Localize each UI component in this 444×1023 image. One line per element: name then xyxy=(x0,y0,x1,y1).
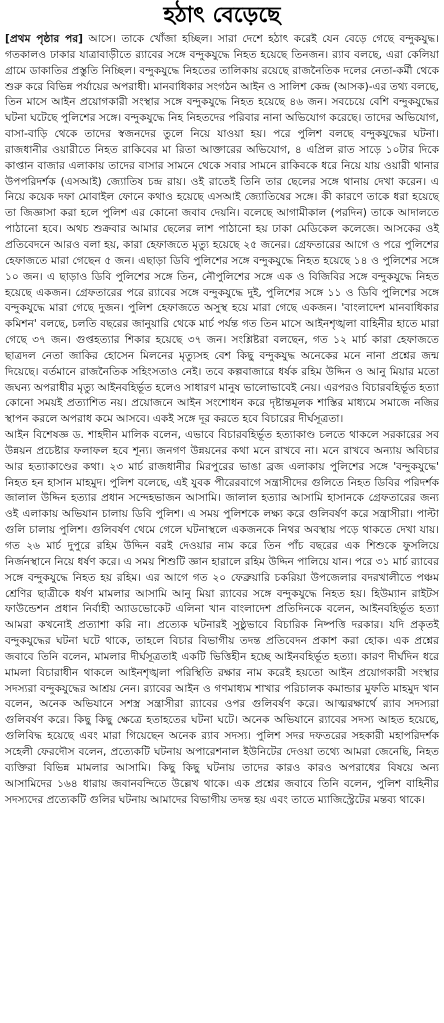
article-paragraph-1 xyxy=(5,32,439,428)
paragraph-2-text: আইন বিশেষজ্ঞ ড. শাহদীন মালিক বলেন, এভাবে বিচারবহির্ভূত হত্যাকাণ্ড চলতে থাকলে সরকারের সব উন্নয়ন প্রচেষ্টার ফলাফল হবে শূন্য। জনগণ উন্নয়নের কথা মনে রাখবে না। মনে রাখবে অন্যায় অবিচার আর হত্যাকাণ্ডের কথা। ২৩ মার্চ রাজধানীর মিরপুরের ভাঙা ব্রজ এলাকায় পুলিশের সঙ্গে 'বন্দুকযুদ্ধে' নিহত হন হাসান মাহমুদ। পুলিশ বলেছে, এই যুবক পীরেরবাগে সন্ত্রাসীদের গুলিতে নিহত ডিবির পরিদর্শক জালাল উদ্দিন হত্যার প্রধান সন্দেহভাজন আসামি। জালাল হত্যার আসামি হাসানকে গ্রেফতারের জন্য ওই এলাকায় অভিযান চালায় ডিবি পুলিশ। এ সময় পুলিশকে লক্ষ্য করে গুলিবর্ষণ করে সন্ত্রাসীরা। পাল্টা গুলি চালায় পুলিশ। গুলিবর্ষণ থেমে গেলে ঘটনাস্থলে একজনকে নিথর অবস্থায় পড়ে থাকতে দেখা যায়। গত ২৬ মার্চ দুপুরে রহিম উদ্দিন বরই দেওয়ার নাম করে তিন পাঁচ বছরের এক শিশুকে ফুসলিয়ে নির্জনস্থানে নিয়ে ধর্ষণ করে। এ সময় শিশুটি জ্ঞান হারালে রহিম উদ্দিন পালিয়ে যান। পরে ৩১ মার্চ র‌্যাবের সঙ্গে বন্দুকযুদ্ধে নিহত হয় রহিম। এর আগে গত ২০ ফেব্রুয়ারি চকরিয়া উপজেলার বদরখালীতে পঞ্চম শ্রেণির ছাত্রীকে ধর্ষণ মামলার আসামি আনু মিয়া র‌্যাবের সঙ্গে বন্দুকযুদ্ধে নিহত হয়। হিউম্যান রাইটস ফাউন্ডেশন প্রধান নির্বাহী অ্যাডভোকেট এলিনা খান বাংলাদেশ প্রতিদিনকে বলেন, আইনবহির্ভূত হত্যা আমরা কখনোই প্রত্যাশা করি না। প্রত্যেক ঘটনারই সুষ্ঠুভাবে বিচারিক নিষ্পত্তি দরকার। যদি প্রকৃতই বন্দুকযুদ্ধের ঘটনা ঘটে থাকে, তাহলে বিচার বিভাগীয় তদন্ত প্রতিবেদন প্রকাশ করা হোক। এক প্রশ্নের জবাবে তিনি বলেন, মামলার দীর্ঘসূত্রতাই একটি ভিত্তিহীন হচ্ছে আইনবহির্ভূত হত্যা। কারণ দীর্ঘদিন ধরে মামলা বিচারাধীন থাকলে আইনশৃঙ্খলা পরিস্থিতি রক্ষার নাম করেই হয়তো আইন প্রয়োগকারী সংস্থার সদস্যরা বন্দুকযুদ্ধের আশ্রয় নেন। র‌্যাবের আইন ও গণমাধ্যম শাখার পরিচালক কমান্ডার মুফতি মাহমুদ খান বলেন, অনেক অভিযানে সশস্ত্র সন্ত্রাসীরা র‌্যাবের ওপর গুলিবর্ষণ করে। আত্মরক্ষার্থে র‌্যাব সদস্যরা গুলিবর্ষণ করে। কিছু কিছু ক্ষেত্রে হতাহতের ঘটনা ঘটে। অনেক অভিযানে র‌্যাবের সদস্য আহত হয়েছে, গুলিবিদ্ধ হয়েছে এবং মারা গিয়েছেন অনেক র‌্যাব সদস্য। পুলিশ সদর দফতরের সহকারী মহাপরিদর্শক সহেলী ফেরদৌস বলেন, প্রত্যেকটি ঘটনায় অপারেশনাল ইউনিটের দেওয়া তথ্যে আমরা জেনেছি, নিহত ব্যক্তিরা বিভিন্ন মামলার আসামি। কিছু কিছু ঘটনায় তাদের কারও কারও অপরাধের বিষয়ে অন্য আসামিদের ১৬৪ ধারায় জবানবন্দিতে উল্লেখ থাকে। এক প্রশ্নের জবাবে তিনি বলেন, পুলিশ বাহিনীর সদস্যদের প্রত্যেকটি গুলির ঘটনায় আমাদের বিভাগীয় তদন্ত হয় এবং তাতে ম্যাজিস্ট্রেটের মন্তব্য থাকে। xyxy=(5,429,439,806)
article-paragraph-2 xyxy=(5,428,439,808)
continuation-label: [প্রথম পৃষ্ঠার পর] xyxy=(5,33,84,45)
headline: হঠাৎ বেড়েছে xyxy=(163,3,281,28)
paragraph-1-text: আসে। তাকে খোঁজা হচ্ছিল। সারা দেশে হঠাৎ করেই যেন বেড়ে গেছে বন্দুকযুদ্ধ। গতকালও ঢাকার যাত্রাবাড়ীতে র‌্যাবের সঙ্গে বন্দুকযুদ্ধে নিহত হয়েছে তিনজন। র‌্যাব বলছে, এরা কেলিয়া গ্রামে ডাকাতির প্রস্তুতি নিচ্ছিল। বন্দুকযুদ্ধে নিহতের তালিকায় রয়েছে রাজনৈতিক দলের নেতা-কর্মী থেকে শুরু করে বিভিন্ন পর্যায়ের অপরাধী। মানবাধিকার সংগঠন আইন ও সালিশ কেন্দ্র (আসক)-এর তথ্য বলছে, তিন মাসে আইন প্রয়োগকারী সংস্থার সঙ্গে বন্দুকযুদ্ধে নিহত হয়েছে ৪৬ জন। সবচেয়ে বেশি বন্দুকযুদ্ধের ঘটনা ঘটেছে পুলিশের সঙ্গে। বন্দুকযুদ্ধে নিহ নিহতদের পরিবার নানা অভিযোগ করেছে। তাদের অভিযোগ, বাসা-বাড়ি থেকে তাদের স্বজনদের তুলে নিয়ে যাওয়া হয়। পরে পুলিশ বলছে বন্দুকযুদ্ধের ঘটনা। রাজধানীর ওয়ারীতে নিহত রাকিবের মা রিতা আক্তারের অভিযোগ, ৪ এপ্রিল রাত সাড়ে ১০টার দিকে কাপ্তান বাজার এলাকায় তাদের বাসার সামনে থেকে সবার সামনে রাকিবকে ধরে নিয়ে যায় ওয়ারী থানার উপপরিদর্শক (এসআই) জ্যোতিষ চন্দ্র রায়। ওই রাতেই তিনি তার ছেলের সঙ্গে থানায় দেখা করেন। এ নিয়ে কয়েক দফা মোবাইল ফোনে কথাও হয়েছে এসআই জ্যোতিষের সঙ্গে। কী কারণে তাকে ধরা হয়েছে তা জিজ্ঞাসা করা হলে পুলিশ এর কোনো জবাব দেয়নি। বলেছে আগামীকাল (পরদিন) তাকে আদালতে পাঠানো হবে। অথচ শুক্রবার আমার ছেলের লাশ পাঠানো হয় ঢাকা মেডিকেল কলেজে। আসকের ওই প্রতিবেদনে আরও বলা হয়, কারা হেফাজতে মৃত্যু হয়েছে ২৫ জনের। গ্রেফতারের আগে ও পরে পুলিশের হেফাজতে মারা গেছেন ৫ জন। এছাড়া ডিবি পুলিশের সঙ্গে বন্দুকযুদ্ধে নিহত হয়েছে ১৪ ও পুলিশের সঙ্গে ১০ জন। এ ছাড়াও ডিবি পুলিশের সঙ্গে তিন, নৌপুলিশের সঙ্গে এক ও বিজিবির সঙ্গে বন্দুকযুদ্ধে নিহত হয়েছে একজন। গ্রেফতারের পরে র‌্যাবের সঙ্গে বন্দুকযুদ্ধে দুই, পুলিশের সঙ্গে ১১ ও ডিবি পুলিশের সঙ্গে বন্দুকযুদ্ধে মারা গেছে দুজন। পুলিশ হেফাজতে অসুস্থ হয়ে মারা গেছে একজন। 'বাংলাদেশ মানবাধিকার কমিশন' বলছে, চলতি বছরের জানুয়ারি থেকে মার্চ পর্যন্ত গত তিন মাসে আইনশৃঙ্খলা বাহিনীর হাতে মারা গেছে ৩৭ জন। গুপ্তহত্যার শিকার হয়েছে ৩৭ জন। সংশ্লিষ্টরা বলছেন, গত ১২ মার্চ কারা হেফাজতে ছাত্রদল নেতা জাকির হোসেন মিলনের মৃত্যুসহ বেশ কিছু বন্দুকযুদ্ধ অনেকের মনে নানা প্রশ্নের জন্ম দিয়েছে। বর্তমানে রাজনৈতিক সহিংসতাও নেই। তবে কল্পবাজারে ধর্ষক রহিম উদ্দিন ও আনু মিয়ার মতো জঘন্য অপরাধীর মৃত্যু আইনবহির্ভূত হলেও সাধারণ মানুষ ভালোভাবেই নেয়। এরপরও বিচারবহির্ভূত হত্যা কোনো সময়ই প্রত্যাশিত নয়। প্রয়োজনে আইন সংশোধন করে দৃষ্টান্তমূলক শাস্তির মাধ্যমে সমাজে নজির স্থাপন করলে অপরাধ কমে আসবে। একই সঙ্গে দূর করতে হবে বিচারের দীর্ঘসূত্রতা। xyxy=(5,33,439,426)
